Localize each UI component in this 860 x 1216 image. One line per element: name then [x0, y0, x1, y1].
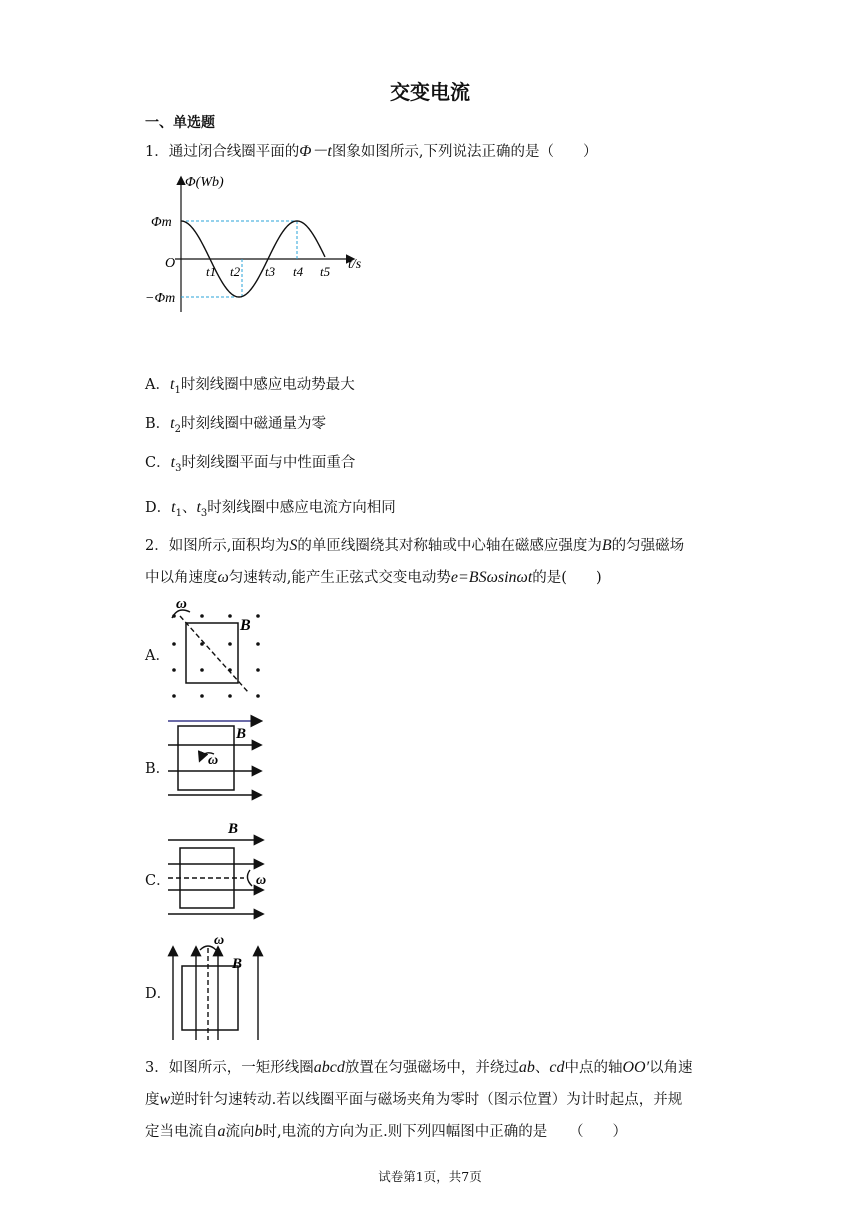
- q1-stem-suffix: 图象如图所示,下列说法正确的是（ ）: [331, 144, 598, 160]
- option-text: 时刻线圈中感应电流方向相同: [207, 500, 396, 516]
- option-sub: 1: [175, 507, 182, 519]
- q3-var-axis: OO′: [622, 1059, 650, 1076]
- option-letter: D．: [145, 500, 172, 516]
- q1-stem-prefix: 1．通过闭合线圈平面的: [145, 144, 300, 160]
- option-var: t: [196, 499, 201, 516]
- q2-option-b-label[interactable]: B．: [145, 761, 171, 777]
- coil-square: [182, 966, 238, 1030]
- q1-stem-math: Φ－t: [299, 143, 332, 160]
- q3-text: 定当电流自: [145, 1124, 218, 1140]
- option-sub: 2: [174, 423, 181, 435]
- q3-var-ab: ab: [518, 1059, 535, 1076]
- option-sub: 3: [175, 462, 182, 474]
- question-2-stem: [145, 530, 745, 594]
- q2-text: 中以角速度: [145, 570, 218, 586]
- q3-text: 流向: [225, 1124, 255, 1140]
- omega-label: ω: [214, 933, 225, 948]
- q3-text: 时,电流的方向为正.则下列四幅图中正确的是 （ ）: [262, 1124, 627, 1140]
- phi-min-label: −Φm: [145, 291, 176, 306]
- q3-text: 中点的轴: [564, 1060, 623, 1076]
- section-heading: 一、单选题: [145, 115, 215, 131]
- page-title: 交变电流: [390, 80, 470, 104]
- b-label: B: [232, 956, 243, 972]
- q2-figure-d[interactable]: [166, 932, 270, 1044]
- phi-max-label: Φm: [151, 215, 172, 230]
- omega-label: ω: [176, 596, 187, 612]
- q2-option-c-label[interactable]: C．: [145, 873, 171, 889]
- option-var: t: [170, 454, 176, 471]
- option-var: t: [171, 499, 176, 516]
- tick-t3: t3: [265, 264, 276, 279]
- option-text: 时刻线圈中磁通量为零: [180, 416, 326, 432]
- q2-var-s: S: [289, 537, 298, 554]
- q3-line-2: [145, 1084, 725, 1116]
- q2-figure-b[interactable]: [166, 714, 266, 804]
- q2-text: 的匀强磁场: [611, 538, 685, 554]
- q2-text: 的单匝线圈绕其对称轴或中心轴在磁感应强度为: [297, 538, 602, 554]
- q3-var-w: w: [159, 1091, 171, 1108]
- q2-var-omega: ω: [217, 569, 229, 586]
- omega-label: ω: [256, 873, 267, 888]
- b-label: B: [240, 617, 251, 634]
- q2-text: 2．如图所示,面积均为: [145, 538, 290, 554]
- q2-text: 匀速转动,能产生正弦式交变电动势: [228, 570, 451, 586]
- coil-square: [186, 623, 238, 683]
- option-letter: B．: [145, 416, 171, 432]
- option-var: t: [170, 415, 175, 432]
- q2-text: 的是( ): [532, 570, 602, 586]
- q3-text: 、: [534, 1060, 550, 1076]
- tick-t2: t2: [230, 264, 241, 279]
- omega-label: ω: [208, 753, 219, 768]
- q3-var-a: a: [217, 1123, 226, 1140]
- question-1-stem: [145, 136, 725, 168]
- option-text: 时刻线圈中感应电动势最大: [180, 377, 355, 393]
- q3-text: 度: [145, 1092, 160, 1108]
- q3-text: 3．如图所示，一矩形线圈: [145, 1060, 314, 1076]
- q1-option-b[interactable]: [145, 412, 326, 435]
- page-footer: 试卷第1页，共7页: [378, 1169, 482, 1184]
- tick-t4: t4: [293, 264, 304, 279]
- q3-var-abcd: abcd: [313, 1059, 345, 1076]
- y-axis-label: Φ(Wb): [185, 175, 224, 190]
- option-letter: C．: [145, 455, 171, 471]
- option-var: t: [169, 376, 175, 393]
- option-sub: 3: [200, 507, 208, 519]
- q2-var-b: B: [601, 537, 612, 554]
- q2-line-1: [145, 530, 745, 562]
- q1-flux-graph: [145, 170, 385, 320]
- tick-t5: t5: [320, 264, 331, 279]
- q2-line-2: [145, 562, 745, 594]
- q1-option-d[interactable]: [145, 496, 396, 519]
- q2-figure-c[interactable]: [166, 820, 276, 922]
- q3-line-3: [145, 1116, 725, 1148]
- b-label: B: [236, 726, 247, 742]
- question-3-stem: [145, 1052, 725, 1148]
- q1-option-c[interactable]: [145, 451, 355, 474]
- q3-text: 放置在匀强磁场中，并绕过: [344, 1060, 519, 1076]
- q2-option-d-label[interactable]: D．: [145, 986, 172, 1002]
- tick-t1: t1: [206, 264, 217, 279]
- q2-figure-a[interactable]: [166, 596, 268, 704]
- q3-var-cd: cd: [549, 1059, 565, 1076]
- q2-formula: e=BSωsinωt: [450, 569, 533, 586]
- q3-text: 逆时针匀速转动.若以线圈平面与磁场夹角为零时（图示位置）为计时起点，并规: [170, 1092, 683, 1108]
- q2-option-a-label[interactable]: A．: [145, 648, 170, 664]
- option-sep: 、: [181, 500, 197, 516]
- option-letter: A．: [145, 377, 170, 393]
- origin-label: O: [165, 256, 176, 271]
- option-sub: 1: [174, 384, 181, 396]
- q3-text: 以角速: [649, 1060, 693, 1076]
- option-text: 时刻线圈平面与中性面重合: [181, 455, 356, 471]
- q3-line-1: [145, 1052, 725, 1084]
- b-label: B: [228, 821, 239, 837]
- q1-option-a[interactable]: [145, 373, 355, 396]
- rotation-arrow-icon: [247, 870, 252, 886]
- x-axis-label: t/s: [348, 257, 362, 272]
- q3-var-b: b: [254, 1123, 263, 1140]
- coil-square: [178, 726, 234, 790]
